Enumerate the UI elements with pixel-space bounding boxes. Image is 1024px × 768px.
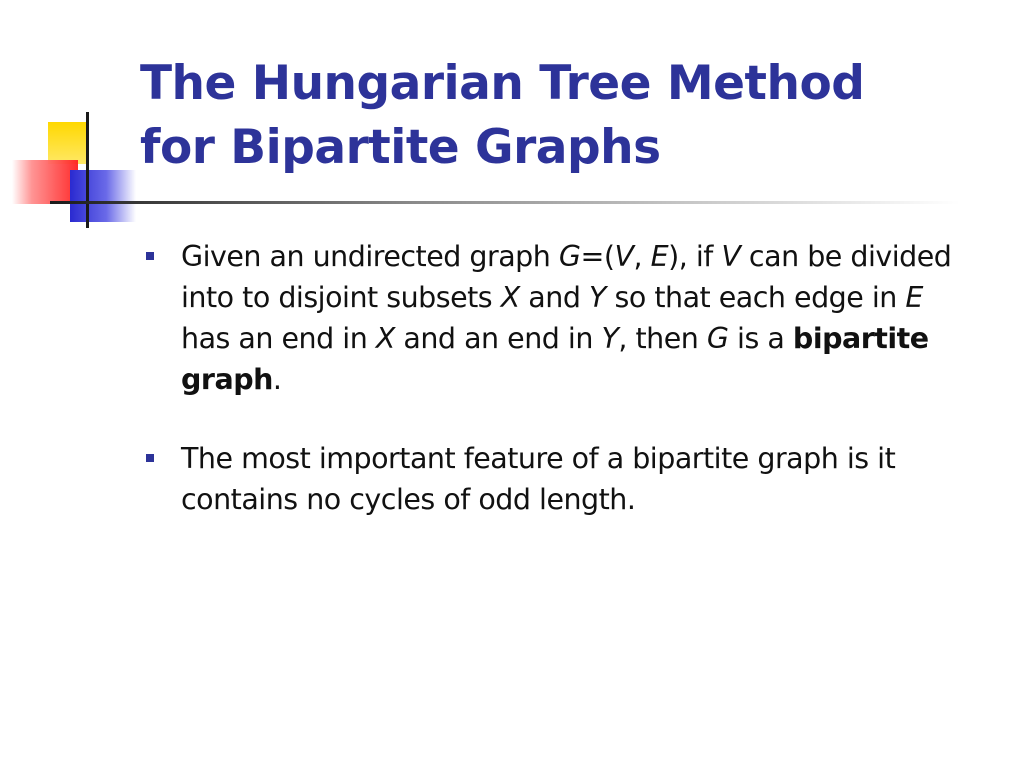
- vertical-rule: [86, 112, 89, 228]
- corner-decoration: [0, 100, 150, 240]
- bullet-text: =(: [580, 240, 615, 273]
- title-line-2: for Bipartite Graphs: [140, 120, 661, 175]
- bullet-text: ,: [633, 240, 651, 273]
- title-line-1: The Hungarian Tree Method: [140, 56, 865, 111]
- bullet-item: [140, 438, 980, 520]
- math-var: X: [375, 322, 395, 355]
- math-var: G: [558, 240, 581, 273]
- bullet-text: , then: [618, 322, 707, 355]
- math-var: Y: [589, 281, 606, 314]
- bullet-text: has an end in: [181, 322, 376, 355]
- square-bullet-icon: [146, 252, 154, 260]
- bullet-text: is a: [728, 322, 793, 355]
- bullet-text: can be divided into to disjoint subsets: [181, 240, 952, 314]
- bullet-text: and an end in: [394, 322, 602, 355]
- square-bullet-icon: [146, 454, 154, 462]
- bullet-text: Given an undirected graph: [181, 240, 559, 273]
- math-var: V: [721, 240, 741, 273]
- bullet-item: [140, 236, 980, 400]
- bullet-text: .: [272, 363, 282, 396]
- bullet-list: [140, 236, 980, 558]
- bold-term: bipartite graph: [181, 322, 929, 396]
- title-underline-rule: [50, 201, 960, 204]
- math-var: Y: [601, 322, 619, 355]
- math-var: X: [500, 281, 520, 314]
- yellow-square-decoration: [48, 122, 88, 164]
- slide-title: [140, 52, 1000, 180]
- blue-square-decoration: [70, 170, 136, 222]
- bullet-text: and: [519, 281, 589, 314]
- red-square-decoration: [12, 160, 78, 204]
- math-var: E: [650, 240, 669, 273]
- math-var: G: [706, 322, 729, 355]
- bullet-text: ), if: [668, 240, 722, 273]
- bullet-text: so that each edge in: [605, 281, 906, 314]
- math-var: E: [905, 281, 923, 314]
- math-var: V: [614, 240, 634, 273]
- bullet-text: The most important feature of a bipartite graph is it contains no cycles of odd length.: [181, 442, 896, 516]
